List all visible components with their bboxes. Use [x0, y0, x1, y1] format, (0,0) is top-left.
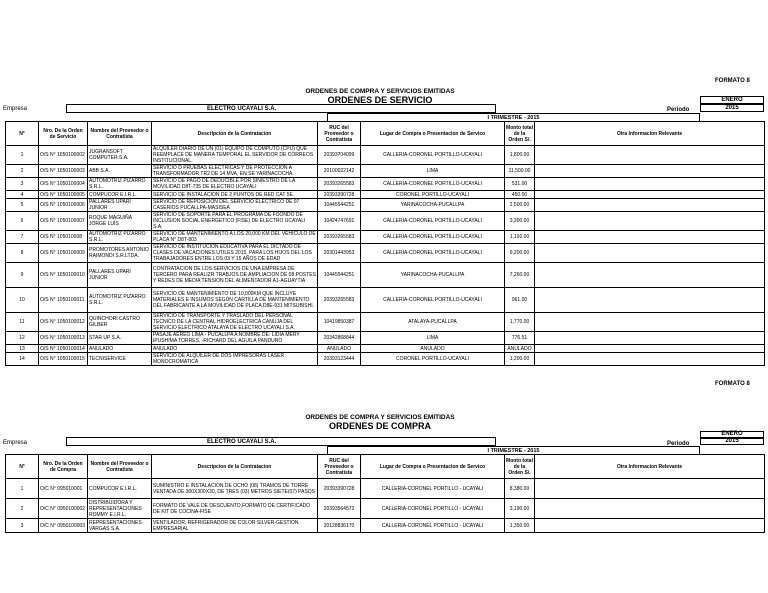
table-row: [6, 479, 765, 499]
col-descripcion: Descripcion de la Contratacion: [152, 122, 318, 146]
cell-proveedor: TECNISERVICE: [88, 353, 152, 366]
col-lugar: Lugar de Compra o Presentacion de Servico: [361, 455, 505, 479]
cell-monto: 1,350.00: [505, 519, 535, 533]
cell-proveedor: AUTOMOTRIZ PIZARRO S.R.L.: [88, 178, 152, 191]
cell-proveedor: JUGRANSOFT COMPUTER S.A.: [88, 146, 152, 165]
cell-ruc: 10445544251: [318, 199, 361, 212]
cell-monto: ANULADO: [505, 345, 535, 353]
empresa-label: Empresa: [3, 106, 28, 112]
cell-n: 10: [6, 288, 39, 313]
cell-descripcion: CONTRATACION DE LOS SERVICIOS DE UNA EMPRESA DE TERCERO PARA REALIZR TRABJOS DE AMPLIACION DE 08 POSTES Y REDES DE MEDIA TENSION DEL ALIMENTADOR A1-AGUAYTIA: [152, 263, 318, 288]
cell-lugar: ATALAYA-PUCALLPA: [361, 313, 505, 332]
cell-otra: [535, 313, 765, 332]
table-row: [6, 345, 765, 353]
cell-descripcion: SUMINISTRO E INSTALACION DE OCHO (08) TRAMOS DE TORRE VENTADA DE 300X300X30, DE TRES (03) METROS SIETE(07) PASOS: [152, 479, 318, 499]
cell-otra: [535, 263, 765, 288]
purchases-table: [5, 454, 765, 533]
cell-n: 5: [6, 199, 39, 212]
cell-monto: 531.00: [505, 178, 535, 191]
cell-monto: 1,800.00: [505, 146, 535, 165]
cell-proveedor: PALLARES UPARI JUNIOR: [88, 263, 152, 288]
cell-lugar: CALLERIA-CORONEL PORTILLO-UCAYALI: [361, 231, 505, 244]
cell-descripcion: SERVICIO DE MANTENIMIENTO A LOS 20,000 KM DEL VEHICULO DE PLACA N° D8T-803: [153, 231, 316, 243]
cell-ruc: 10419850387: [318, 313, 361, 332]
cell-n: 3: [6, 178, 39, 191]
table-row: [6, 499, 765, 519]
cell-ruc: 10445544251: [318, 263, 361, 288]
cell-n: 12: [6, 332, 39, 345]
cell-n: 14: [6, 353, 39, 366]
cell-orden: O/S N° 1050100003: [39, 165, 88, 178]
cell-orden: O/S N° 105010008: [39, 231, 88, 244]
cell-orden: O/S N° 1050100004: [39, 178, 88, 191]
cell-monto: 2,500.00: [505, 199, 535, 212]
col-orden: Nro. De la Orden de Compra: [39, 455, 88, 479]
cell-lugar: LIMA: [361, 332, 505, 345]
cell-monto: 1,192.00: [505, 231, 535, 244]
cell-n: 1: [6, 146, 39, 165]
cell-otra: [535, 332, 765, 345]
cell-proveedor: COMPUCOR E.I.R.L.: [88, 479, 152, 499]
cell-lugar: CALLERIA-CORONEL PORTILLO-UCAYALI: [361, 212, 505, 231]
cell-ruc: 20393265583: [318, 231, 361, 244]
company-name-compra: ELECTRO UCAYALI S.A.: [66, 437, 496, 446]
periodo-label: Periodo: [667, 107, 690, 113]
company-name: ELECTRO UCAYALI S.A.: [66, 104, 496, 113]
cell-monto: 3,300.00: [505, 212, 535, 231]
cell-orden: O/S N° 1050100011: [39, 288, 88, 313]
cell-ruc: 20393265583: [318, 178, 361, 191]
cell-proveedor: REPRESENTACIONES VARGAS S.A.: [88, 519, 152, 533]
cell-orden: O/S N° 1050100006: [39, 199, 88, 212]
cell-monto: 776.51: [505, 332, 535, 345]
col-ruc: RUC del Proveedor o Contratista: [318, 455, 361, 479]
table-row: [6, 244, 765, 263]
table-row: [6, 165, 765, 178]
cell-lugar: CALLERIA-CORONEL PORTILLO - UCAYALI: [361, 499, 505, 519]
cell-orden: O/S N° 1050100009: [39, 244, 88, 263]
cell-n: 4: [6, 191, 39, 199]
table-row: [6, 332, 765, 345]
format-label: FORMATO 8: [715, 78, 750, 84]
cell-ruc: 20301443953: [318, 244, 361, 263]
cell-descripcion: SERVICIO DE INSTITUCION EDUCATIVA PARA EL DICTADO DE CLASES DE VACACIONES UTILES 2015, PARA LOS HIJOS DEL LOS TRABAJADORES ENTRE LOS 03 Y 15 AÑOS DE EDAD: [152, 244, 318, 263]
cell-proveedor: ROQUE MAGUIÑA JORGE LUIS: [88, 212, 152, 231]
purchases-header-row: [6, 455, 765, 479]
section-heading-compra: ORDENES DE COMPRA Y SERVICIOS EMITIDAS: [305, 414, 455, 421]
cell-ruc: 20393704099: [318, 146, 361, 165]
cell-ruc: 20100022142: [318, 165, 361, 178]
format-label-compra: FORMATO 8: [715, 381, 750, 387]
cell-otra: [535, 353, 765, 366]
table-row: [6, 212, 765, 231]
cell-proveedor: PROMOTORES ANTONIO RAIMONDI S.R.LTDA.: [88, 244, 152, 263]
cell-proveedor: AUTOMOTRIZ PIZARRO S.R.L.: [88, 288, 152, 313]
col-ruc: RUC del Proveedor o Contratista: [318, 122, 361, 146]
cell-monto: 1,200.00: [505, 353, 535, 366]
cell-descripcion: SERVICIO DE TRANSPORTE Y TRASLADO DEL PERSONAL TECNICO DE LA CENTRAL HIDROELECTRICA CANUJA DEL SERVICIO ELECTRICO ATALAYA DE ELECTRO UCAYALI S.A.: [152, 313, 318, 332]
cell-lugar: CALLERIA-CORONEL PORTILLO-UCAYALI: [361, 146, 505, 165]
col-monto: Monto total de la Orden S/.: [505, 122, 535, 146]
cell-proveedor: QUINCHORI CASTRO GILBER: [88, 313, 152, 332]
cell-orden: O/C N° 0950100003: [39, 519, 88, 533]
cell-monto: 450.00: [505, 191, 535, 199]
cell-monto: 7,260.00: [505, 263, 535, 288]
cell-lugar: CORONEL PORTILLO-UCAYALI: [361, 191, 505, 199]
cell-otra: [535, 165, 765, 178]
cell-otra: [535, 479, 765, 499]
cell-n: 7: [6, 231, 39, 244]
cell-n: 2: [6, 499, 39, 519]
table-row: [6, 519, 765, 533]
cell-descripcion: SERVICIO D PRUEBAS ELECTRICAS Y DE PROTECCION A TRANSFORMADOR TR2 DE 14 MVA, EN SE YARINACOCHA.: [152, 165, 318, 178]
cell-orden: O/S N° 1050100010: [39, 263, 88, 288]
col-descripcion: Descripcion de la Contratacion: [152, 455, 318, 479]
cell-ruc: 20393123444: [318, 353, 361, 366]
cell-monto: 9,200.00: [505, 244, 535, 263]
cell-otra: [535, 288, 765, 313]
cell-ruc: 20393564572: [318, 499, 361, 519]
cell-ruc: 20342868844: [318, 332, 361, 345]
cell-n: 13: [6, 345, 39, 353]
cell-monto: 961.00: [505, 288, 535, 313]
period-month: ENERO: [700, 96, 764, 104]
section-title-servicio: ORDENES DE SERVICIO: [327, 95, 433, 105]
table-row: [6, 231, 765, 244]
table-row: [6, 199, 765, 212]
cell-descripcion: SERVICIO DE SOPORTE PARA EL PROGRAMA DE FOONDO DE INCLUSION SOCIAL ENERGETICO (FISE) DE ELECTRO UCAYALI S.A.: [152, 212, 318, 231]
cell-n: 11: [6, 313, 39, 332]
empresa-label-compra: Empresa: [3, 440, 28, 446]
cell-otra: [535, 178, 765, 191]
cell-n: 3: [6, 519, 39, 533]
cell-descripcion: SERVICIO DE MANTENIMIENTO DE 10,000KM QUE INCLUYE MATERIALES E INSUMOS SEGÚN CARTILLA DE MANTENIMIENTO DEL FABRICANTE A LA MOVILIDAD DE PLACA D8E-931 MITSUBISHI.: [152, 288, 318, 313]
cell-otra: [535, 519, 765, 533]
services-table: [5, 121, 765, 366]
cell-descripcion: VENTILADOR, REFRIGERADOR DE COLOR SILVER-GESTION EMPRESARIAL: [152, 519, 318, 533]
cell-descripcion: SERVICIO DE ALQUILER DE DOS IMPRESORAS LASER MONOCROMATICA: [152, 353, 318, 366]
col-n: N°: [6, 122, 39, 146]
cell-orden: O/S N° 1050100013: [39, 332, 88, 345]
table-row: [6, 191, 765, 199]
cell-lugar: CALLERIA-CORONEL PORTILLO - UCAYALI: [361, 479, 505, 499]
cell-otra: [535, 199, 765, 212]
cell-descripcion: SERVICIO DE PAGO DE DEDUCIBLE POR SINIESTRO DE LA MOVILIDAD D8T-735 DE ELECTRO UCAYALI: [152, 178, 318, 191]
cell-lugar: CALLERIA-CORONEL PORTILLO - UCAYALI: [361, 519, 505, 533]
col-proveedor: Nombre del Proveedor o Contratista: [88, 122, 152, 146]
col-n: N°: [6, 455, 39, 479]
cell-proveedor: COMPUCOR E.I.R.L.: [88, 191, 152, 199]
periodo-label-compra: Periodo: [667, 441, 690, 447]
cell-n: 8: [6, 244, 39, 263]
cell-orden: O/S N° 1050100015: [39, 353, 88, 366]
cell-lugar: YARINACOCHA-PUCALLPA: [361, 263, 505, 288]
cell-lugar: YARINACOCHA-PUCALLPA: [361, 199, 505, 212]
cell-otra: [535, 244, 765, 263]
table-row: [6, 353, 765, 366]
cell-orden: O/S N° 1050100002: [39, 146, 88, 165]
cell-monto: 1,770.00: [505, 313, 535, 332]
period-month-compra: ENERO: [700, 431, 764, 438]
cell-descripcion: PASAJE AEREO LIMA - PUCALLPA A NOMBRE DE: LIDIA MERY IPUSHIMA TORRES, -RICHARD DEL AGUILA PANDURO: [152, 332, 318, 345]
cell-lugar: ANULADO: [361, 345, 505, 353]
cell-ruc: ANULADO: [318, 345, 361, 353]
cell-ruc: 20393265583: [318, 288, 361, 313]
cell-n: 9: [6, 263, 39, 288]
cell-lugar: CORONEL PORTILLO-UCAYALI: [361, 353, 505, 366]
cell-otra: [535, 231, 765, 244]
col-orden: Nro. De la Orden de Servicio: [39, 122, 88, 146]
cell-proveedor: ANULADO: [88, 345, 152, 353]
cell-lugar: CALLERIA-CORONEL PORTILLO-UCAYALI: [361, 244, 505, 263]
cell-proveedor: ABB S.A.: [88, 165, 152, 178]
cell-proveedor: STAR UP S.A.: [88, 332, 152, 345]
col-monto: Monto total de la Orden S/.: [505, 455, 535, 479]
cell-otra: [535, 191, 765, 199]
cell-descripcion: SERVICIO DE INSTALACION DE 2 PUNTOS DE RED CAT 5E.: [152, 191, 318, 199]
table-row: [6, 313, 765, 332]
cell-n: 6: [6, 212, 39, 231]
cell-orden: O/S N° 1050100005: [39, 191, 88, 199]
col-proveedor: Nombre del Proveedor o Contratista: [88, 455, 152, 479]
table-row: [6, 146, 765, 165]
table-row: [6, 178, 765, 191]
cell-lugar: CALLERIA-CORONEL PORTILLO-UCAYALI: [361, 178, 505, 191]
cell-proveedor: PALLARES UPARI JUNIOR: [88, 199, 152, 212]
cell-monto: 11,500.00: [505, 165, 535, 178]
cell-otra: [535, 499, 765, 519]
table-row: [6, 263, 765, 288]
section-heading: ORDENES DE COMPRA Y SERVICIOS EMITIDAS: [305, 88, 455, 95]
cell-lugar: CALLERIA-CORONEL PORTILLO-UCAYALI: [361, 288, 505, 313]
cell-ruc: 20128836170: [318, 519, 361, 533]
cell-monto: 3,190.00: [505, 499, 535, 519]
cell-orden: O/S N° 1050100014: [39, 345, 88, 353]
cell-orden: O/C N° 095010001: [39, 479, 88, 499]
cell-orden: O/S N° 1050100007: [39, 212, 88, 231]
cell-n: 2: [6, 165, 39, 178]
cell-lugar: LIMA: [361, 165, 505, 178]
cell-ruc: 20393390728: [318, 191, 361, 199]
cell-ruc: 20393390728: [318, 479, 361, 499]
period-year: 2015: [700, 104, 764, 112]
cell-otra: [535, 146, 765, 165]
col-otra: Otra Informacion Relevante: [535, 122, 765, 146]
cell-otra: [535, 345, 765, 353]
trimestre-label-compra: I TRIMESTRE - 2015: [327, 446, 700, 455]
cell-proveedor: AUTOMOTRIZ PIZARRO S.R.L.: [88, 231, 152, 244]
cell-monto: 8,380.00: [505, 479, 535, 499]
cell-otra: [535, 212, 765, 231]
trimestre-label: I TRIMESTRE - 2015: [327, 113, 700, 122]
cell-descripcion: SERVICIO DE REPOSICION DEL SERVICIO ELECTRICO DE 07 CASERIOS PUCALLPA-MASISEA: [152, 199, 318, 212]
cell-descripcion: ANULADO: [152, 345, 318, 353]
cell-n: 1: [6, 479, 39, 499]
cell-ruc: 10424747691: [318, 212, 361, 231]
col-lugar: Lugar de Compra o Presentacion de Servico: [361, 122, 505, 146]
period-year-compra: 2015: [700, 438, 764, 445]
cell-descripcion: ALQUILER DIARIO DE UN (01) EQUIPO DE COMPUTO (CPU) QUE REEMPLACE DE MANERA TEMPORAL EL SERVIDOR DE CORREOS INSTITUCIONAL.: [152, 146, 318, 165]
cell-proveedor: DISTRIBUIDORA Y REPRESENTACIONES ROMMY E.I.R.L.: [88, 499, 152, 519]
section-title-compra: ORDENES DE COMPRA: [328, 421, 431, 431]
cell-orden: O/C N° 0950100002: [39, 499, 88, 519]
table-row: [6, 288, 765, 313]
cell-orden: O/S N° 1050100012: [39, 313, 88, 332]
services-header-row: [6, 122, 765, 146]
col-otra: Otra Informacion Relevante: [535, 455, 765, 479]
cell-descripcion: FORMATO DE VALE DE DESCUENTO,FORMATO DE CERTIFICADO DE KIT DE COCINA-FISE: [152, 499, 318, 519]
